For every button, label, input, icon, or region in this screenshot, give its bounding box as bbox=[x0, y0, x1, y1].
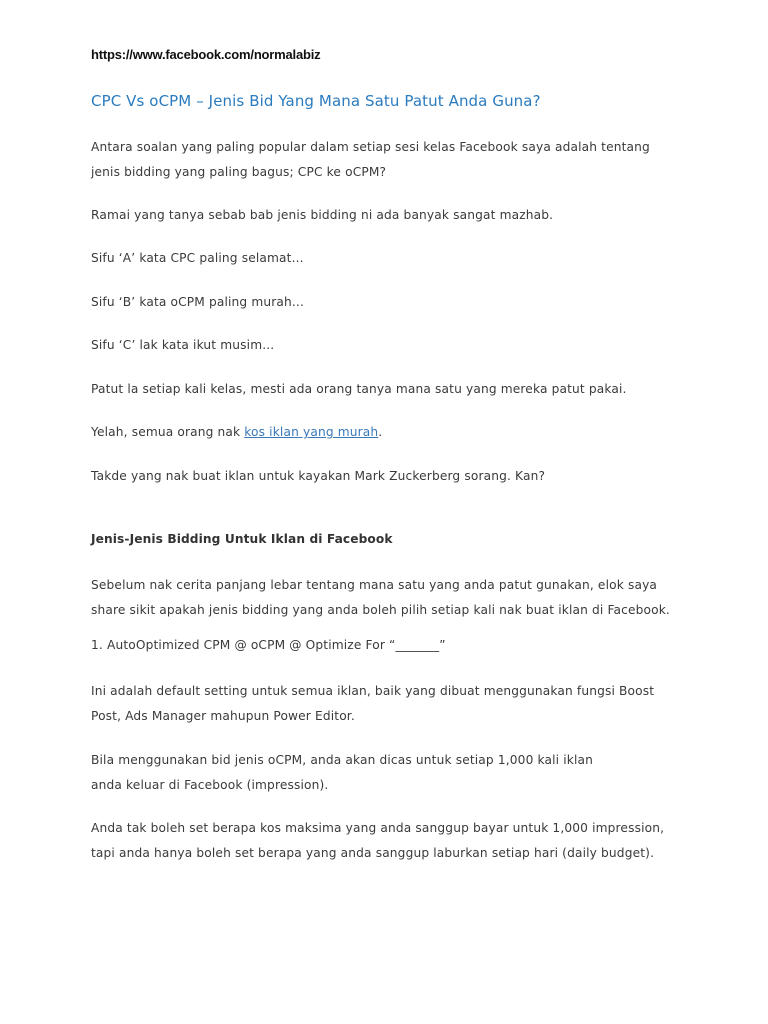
paragraph-line: Bila menggunakan bid jenis oCPM, anda akan dicas untuk setiap 1,000 kali iklan bbox=[91, 753, 593, 767]
header-url: https://www.facebook.com/normalabiz bbox=[91, 47, 321, 62]
paragraph-line: tapi anda hanya boleh set berapa yang anda sanggup laburkan setiap hari (daily budget). bbox=[91, 846, 655, 860]
paragraph-line: anda keluar di Facebook (impression). bbox=[91, 778, 329, 792]
paragraph-line: share sikit apakah jenis bidding yang anda boleh pilih setiap kali nak buat iklan di Facebook. bbox=[91, 603, 670, 617]
article-title: CPC Vs oCPM – Jenis Bid Yang Mana Satu Patut Anda Guna? bbox=[91, 92, 541, 110]
paragraph-line: Post, Ads Manager mahupun Power Editor. bbox=[91, 709, 355, 723]
paragraph-line: Antara soalan yang paling popular dalam setiap sesi kelas Facebook saya adalah tentang bbox=[91, 140, 650, 154]
section-heading: Jenis-Jenis Bidding Untuk Iklan di Facebook bbox=[91, 532, 393, 546]
kos-iklan-link[interactable]: kos iklan yang murah bbox=[244, 425, 379, 439]
paragraph-line: Anda tak boleh set berapa kos maksima yang anda sanggup bayar untuk 1,000 impression, bbox=[91, 821, 665, 835]
paragraph-line: Patut la setiap kali kelas, mesti ada orang tanya mana satu yang mereka patut pakai. bbox=[91, 382, 627, 396]
yelah-text-after: . bbox=[378, 425, 383, 439]
paragraph-line: Takde yang nak buat iklan untuk kayakan Mark Zuckerberg sorang. Kan? bbox=[91, 469, 546, 483]
paragraph-line: Sebelum nak cerita panjang lebar tentang mana satu yang anda patut gunakan, elok saya bbox=[91, 578, 658, 592]
list-item-heading: 1. AutoOptimized CPM @ oCPM @ Optimize For “_______” bbox=[91, 638, 446, 652]
paragraph-line: Sifu ‘B’ kata oCPM paling murah... bbox=[91, 295, 304, 309]
paragraph-line: Sifu ‘A’ kata CPC paling selamat... bbox=[91, 251, 304, 265]
paragraph-line: Ramai yang tanya sebab bab jenis bidding ni ada banyak sangat mazhab. bbox=[91, 208, 554, 222]
paragraph-line: Sifu ‘C’ lak kata ikut musim... bbox=[91, 338, 275, 352]
paragraph-line: Ini adalah default setting untuk semua iklan, baik yang dibuat menggunakan fungsi Boost bbox=[91, 684, 655, 698]
yelah-text-before: Yelah, semua orang nak bbox=[91, 425, 245, 439]
paragraph-line: jenis bidding yang paling bagus; CPC ke oCPM? bbox=[91, 165, 387, 179]
yelah-paragraph bbox=[91, 425, 382, 439]
